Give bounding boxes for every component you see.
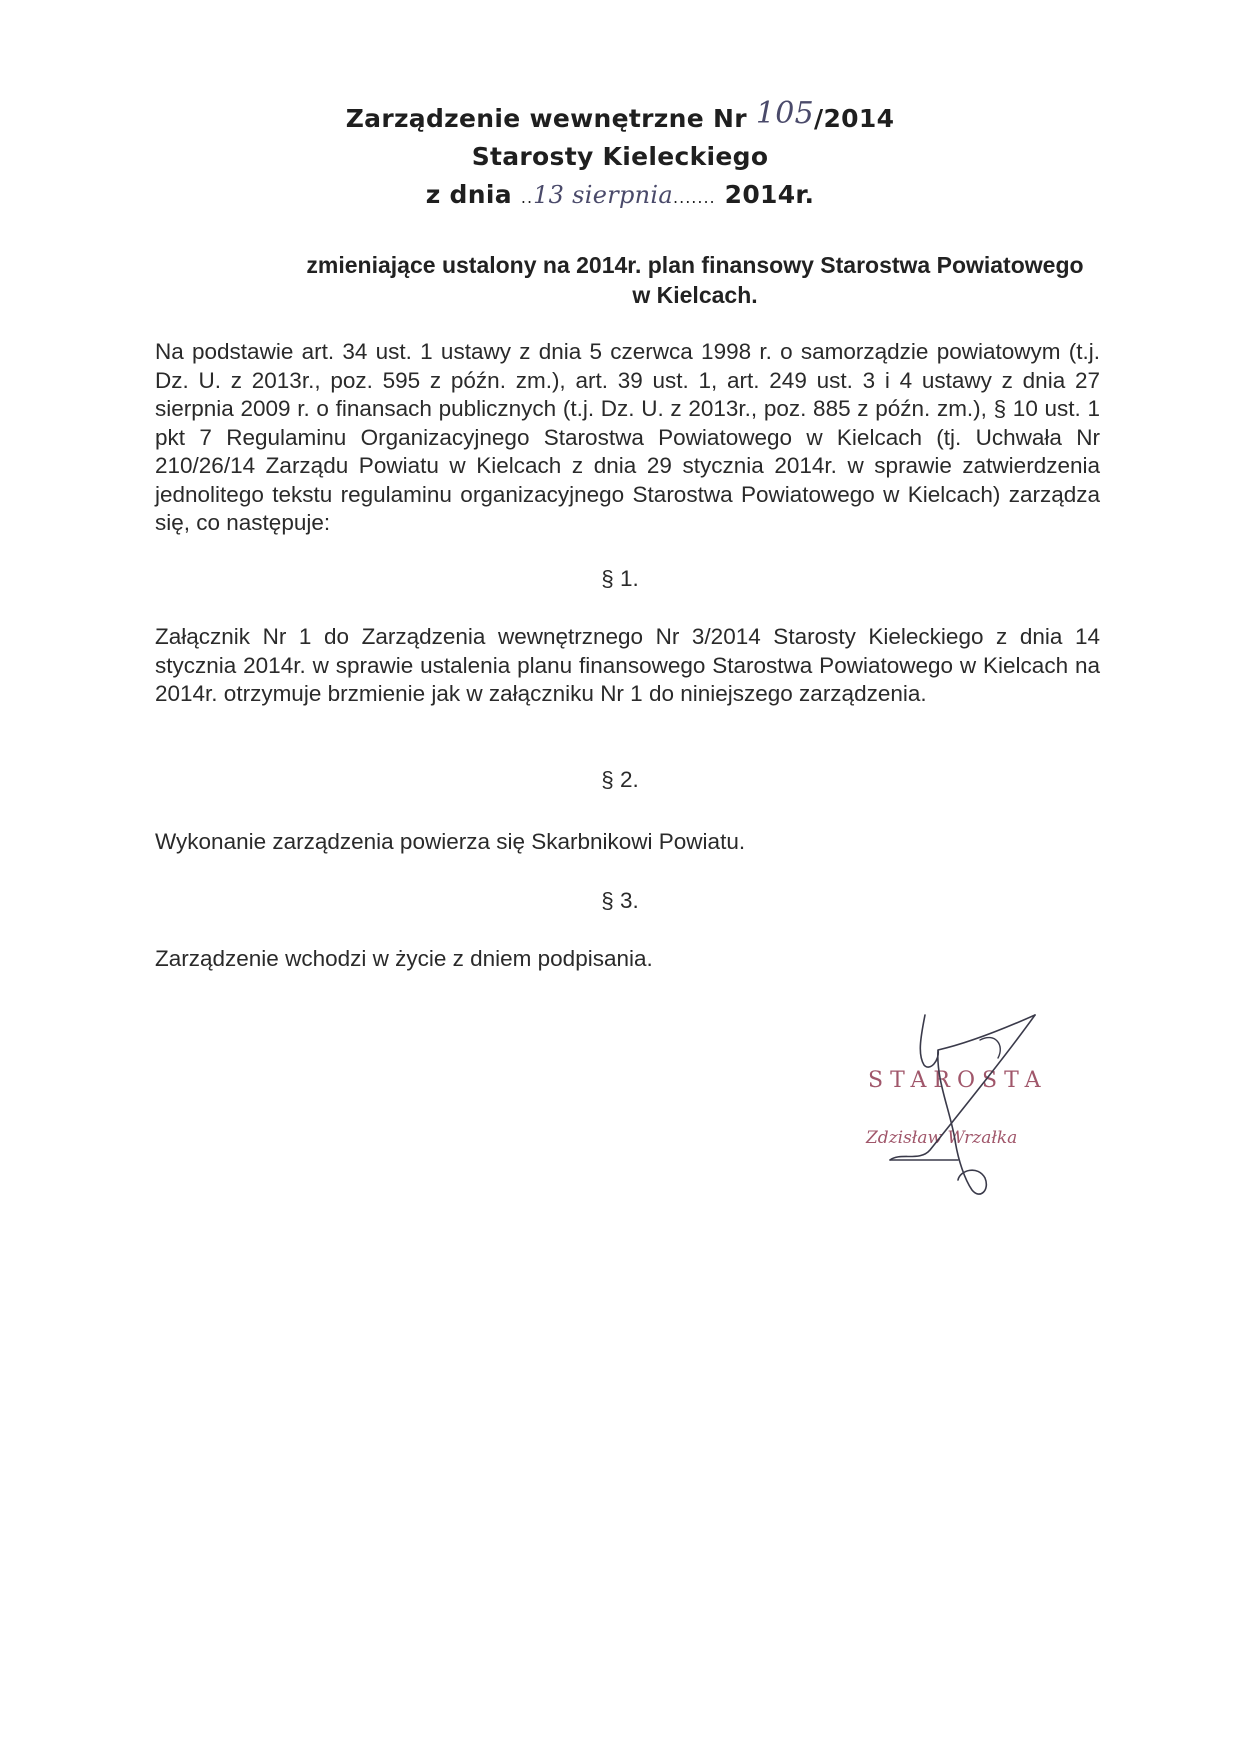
section-3-text: Zarządzenie wchodzi w życie z dniem podpisania. xyxy=(155,946,653,971)
stamp-name: Zdzisław Wrzałka xyxy=(866,1128,1018,1148)
handwritten-date: 13 sierpnia xyxy=(533,181,674,209)
document-title xyxy=(0,96,1240,135)
date-dots-before: .. xyxy=(520,188,534,207)
subject-line-2: w Kielcach. xyxy=(632,282,758,308)
handwritten-signature xyxy=(860,1010,1110,1230)
date-year-suffix: 2014r. xyxy=(724,180,815,209)
legal-basis-paragraph: Na podstawie art. 34 ust. 1 ustawy z dnia 5 czerwca 1998 r. o samorządzie powiatowym (t.j. Dz. U. z 2013r., poz. 595 z późn. zm.), art. 39 ust. 1, art. 249 ust. 3 i 4 ustawy z dnia 27 sierpnia 2009 r. o finansach publicznych (t.j. Dz. U. z 2013r., poz. 885 z późn. zm.), § 10 ust. 1 pkt 7 Regulaminu Organizacyjnego Starostwa Powiatowego w Kielcach (tj. Uchwała Nr 210/26/14 Zarządu Powiatu w Kielcach z dnia 29 stycznia 2014r. w sprawie zatwierdzenia jednolitego tekstu regulaminu organizacyjnego Starostwa Powiatowego w Kielcach) zarządza się, co następuje: xyxy=(155,339,1100,535)
section-1-text: Załącznik Nr 1 do Zarządzenia wewnętrznego Nr 3/2014 Starosty Kieleckiego z dnia 14 stycznia 2014r. w sprawie ustalenia planu finansowego Starostwa Powiatowego w Kielcach na 2014r. otrzymuje brzmienie jak w załączniku Nr 1 do niniejszego zarządzenia. xyxy=(155,624,1100,706)
section-2-heading: § 2. xyxy=(601,767,639,792)
date-dots-after: ....... xyxy=(673,188,716,207)
official-stamp xyxy=(860,1010,1110,1230)
section-3-heading: § 3. xyxy=(601,888,639,913)
section-2-text: Wykonanie zarządzenia powierza się Skarbnikowi Powiatu. xyxy=(155,829,746,854)
subject-line-1: zmieniające ustalony na 2014r. plan finansowy Starostwa Powiatowego xyxy=(306,252,1084,278)
date-prefix: z dnia xyxy=(425,180,512,209)
section-1-heading: § 1. xyxy=(601,566,639,591)
handwritten-document-number: 105 xyxy=(755,96,815,131)
date-line xyxy=(0,180,1240,209)
title-prefix: Zarządzenie wewnętrzne Nr xyxy=(345,104,747,133)
stamp-title: STAROSTA xyxy=(868,1068,1048,1093)
issuer-line: Starosty Kieleckiego xyxy=(471,142,769,171)
title-year-suffix: /2014 xyxy=(814,104,895,133)
